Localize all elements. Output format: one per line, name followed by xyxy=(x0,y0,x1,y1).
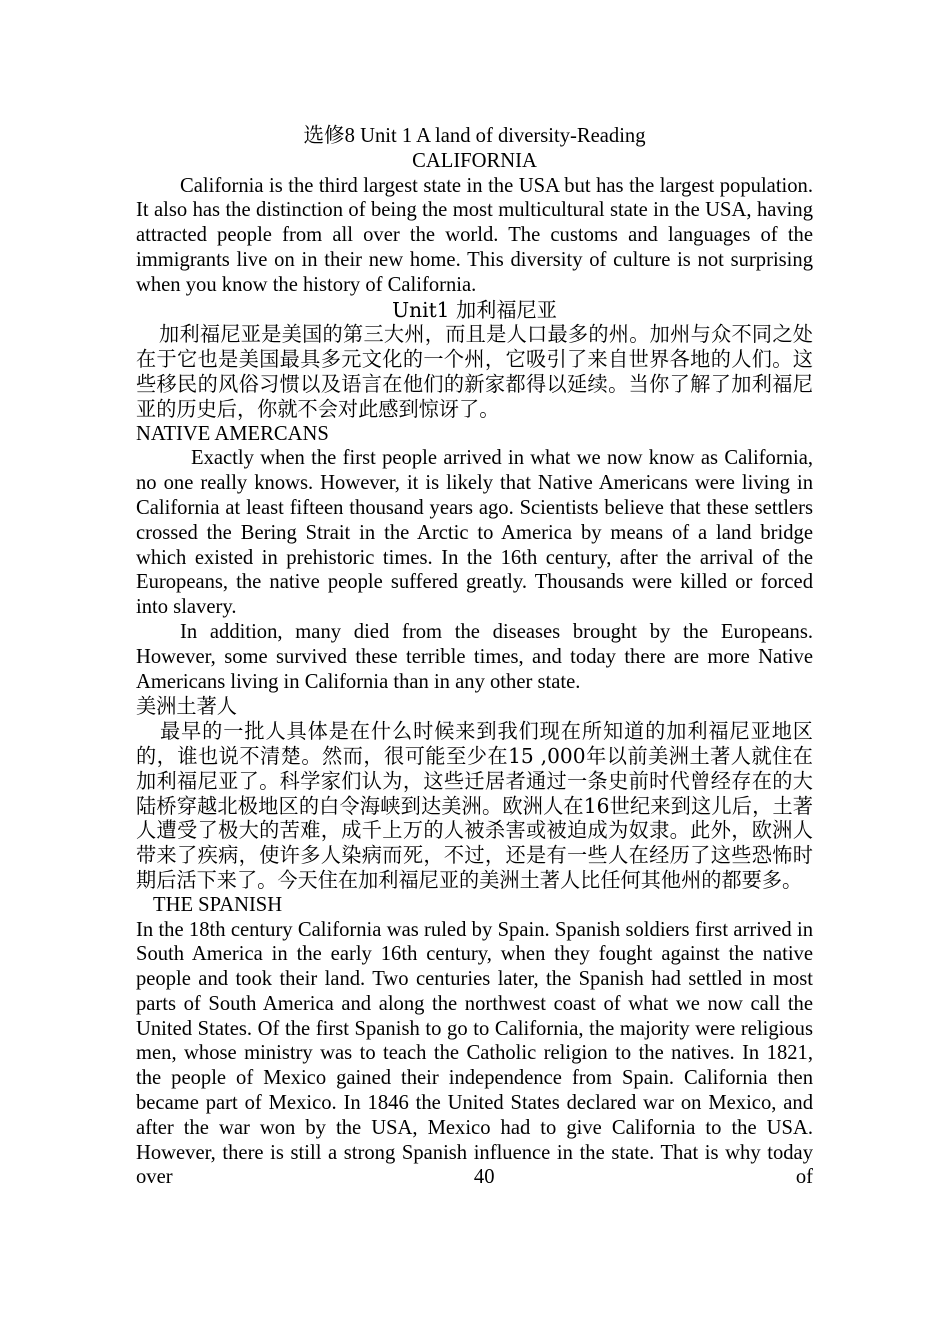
document-title: 选修8 Unit 1 A land of diversity-Reading xyxy=(303,125,646,147)
section-heading-native-americans-cn: 美洲土著人 xyxy=(136,694,237,719)
section-heading-the-spanish: THE SPANISH xyxy=(153,893,283,916)
section-heading-native-americans: NATIVE AMERCANS xyxy=(136,422,329,445)
document-subtitle: CALIFORNIA xyxy=(412,149,537,172)
native-americans-paragraph-1: Exactly when the first people arrived in what we now know as California, no one really knows. However, it is likely that Native Americans were living in California at least fifteen thousand years ago. Scientists believe that these settlers crossed the Bering Strait in the Arctic to America by means of a land bridge which existed in prehistoric times. In the 16th century, after the arrival of the Europeans, the native people suffered greatly. Thousands were killed or forced into slavery. xyxy=(136,447,813,619)
document-page xyxy=(136,124,813,1190)
the-spanish-paragraph-1: In the 18th century California was ruled by Spain. Spanish soldiers first arrived in South America in the early 16th century, when they fought against the native people and took their land. Two centuries later, the Spanish had settled in most parts of South America and along the northwest coast of what we now call the United States. Of the first Spanish to go to California, the majority were religious men, whose ministry was to teach the Catholic religion to the natives. In 1821, the people of Mexico gained their independence from Spain. California then became part of Mexico. In 1846 the United States declared war on Mexico, and after the war won by the USA, Mexico had to give California to the USA. However, there is still a strong Spanish influence in the state. That is why today over 40 of xyxy=(136,918,813,1189)
intro-paragraph-en: California is the third largest state in the USA but has the largest population. It also has the distinction of being the most multicultural state in the USA, having attracted people from all over the world. The customs and languages of the immigrants live on in their new home. This diversity of culture is not surprising when you know the history of California. xyxy=(136,174,813,296)
intro-paragraph-cn: 加利福尼亚是美国的第三大州，而且是人口最多的州。加州与众不同之处在于它也是美国最具多元文化的一个州，它吸引了来自世界各地的人们。这些移民的风俗习惯以及语言在他们的新家都得以延续。当你了解了加利福尼亚的历史后，你就不会对此感到惊讶了。 xyxy=(136,322,813,421)
native-americans-paragraph-2: In addition, many died from the diseases brought by the Europeans. However, some survived these terrible times, and today there are more Native Americans living in California than in any other state. xyxy=(136,620,813,693)
intro-title-cn: Unit1 加利福尼亚 xyxy=(392,297,557,322)
native-americans-paragraph-cn: 最早的一批人具体是在什么时候来到我们现在所知道的加利福尼亚地区的，谁也说不清楚。然而，很可能至少在15 ,000年以前美洲土著人就住在加利福尼亚了。科学家们认为，这些迁居者通过一条史前时代曾经存在的大陆桥穿越北极地区的白令海峡到达美洲。欧洲人在16世纪来到这儿后，土著人遭受了极大的苦难，成千上万的人被杀害或被迫成为奴隶。此外，欧洲人带来了疾病，使许多人染病而死，不过，还是有一些人在经历了这些恐怖时期后活下来了。今天住在加利福尼亚的美洲土著人比任何其他州的都要多。 xyxy=(136,719,813,892)
